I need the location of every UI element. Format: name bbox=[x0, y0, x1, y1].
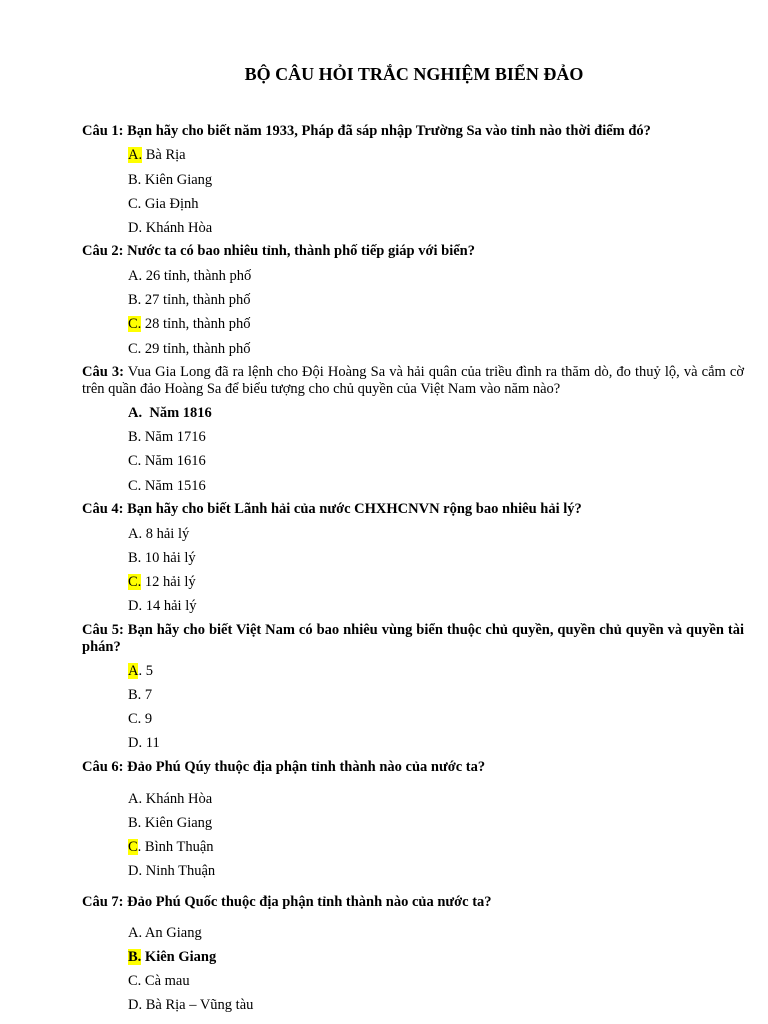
option-1a bbox=[128, 146, 186, 164]
question-prefix: Câu 4: bbox=[82, 501, 124, 517]
option-letter: A. bbox=[128, 925, 143, 941]
option-letter: D. bbox=[128, 220, 143, 236]
option-2c bbox=[128, 315, 250, 333]
option-letter: A. bbox=[128, 791, 143, 807]
option-4b bbox=[128, 549, 196, 567]
option-6a bbox=[128, 790, 212, 808]
option-3b bbox=[128, 428, 206, 446]
option-letter: B. bbox=[128, 292, 142, 308]
option-text: Năm 1516 bbox=[141, 478, 206, 494]
option-text: Năm 1816 bbox=[142, 405, 212, 421]
question-prefix: Câu 5: bbox=[82, 622, 124, 638]
option-7a bbox=[128, 924, 202, 942]
question-prefix: Câu 1: bbox=[82, 123, 124, 139]
option-3c bbox=[128, 452, 206, 470]
option-text: 26 tỉnh, thành phố bbox=[142, 268, 252, 284]
option-text: 5 bbox=[142, 663, 153, 679]
option-5c bbox=[128, 710, 152, 728]
question-text: Đảo Phú Quốc thuộc địa phận tỉnh thành nào của nước ta? bbox=[123, 894, 492, 910]
question-text: Bạn hãy cho biết Việt Nam có bao nhiêu vùng biển thuộc chủ quyền, quyền chủ quyền và quyền tài phán? bbox=[82, 622, 744, 655]
option-text: Bà Rịa bbox=[142, 147, 186, 163]
option-text: Kiên Giang bbox=[141, 815, 213, 831]
option-letter: B. bbox=[128, 172, 142, 188]
option-letter: B. bbox=[128, 429, 142, 445]
option-text: 12 hải lý bbox=[141, 574, 196, 590]
option-5b bbox=[128, 686, 152, 704]
option-letter: B. bbox=[128, 949, 142, 965]
option-text: 28 tỉnh, thành phố bbox=[141, 316, 251, 332]
option-7b bbox=[128, 948, 216, 966]
option-2b bbox=[128, 291, 250, 309]
option-letter: D. bbox=[128, 598, 143, 614]
question-2 bbox=[82, 243, 744, 260]
option-text: 11 bbox=[142, 735, 160, 751]
option-text: Năm 1716 bbox=[141, 429, 206, 445]
option-3d bbox=[128, 477, 206, 495]
option-letter: A. bbox=[128, 147, 143, 163]
option-text: 14 hải lý bbox=[142, 598, 197, 614]
option-7c bbox=[128, 972, 190, 990]
option-letter: D. bbox=[128, 863, 143, 879]
option-text: An Giang bbox=[142, 925, 202, 941]
option-letter: C. bbox=[128, 478, 142, 494]
option-letter: C. bbox=[128, 341, 142, 357]
option-letter: C. bbox=[128, 316, 142, 332]
question-4 bbox=[82, 501, 744, 518]
option-1c bbox=[128, 195, 198, 213]
option-7d bbox=[128, 996, 253, 1014]
option-4d bbox=[128, 597, 196, 615]
option-text: Năm 1616 bbox=[141, 453, 206, 469]
option-2a bbox=[128, 267, 251, 285]
option-letter: A bbox=[128, 663, 139, 679]
question-text: Bạn hãy cho biết Lãnh hải của nước CHXHCNVN rộng bao nhiêu hải lý? bbox=[123, 501, 582, 517]
option-5d bbox=[128, 734, 160, 752]
option-text: Kiên Giang bbox=[141, 172, 213, 188]
option-letter-dot: . bbox=[138, 663, 143, 679]
option-letter: C. bbox=[128, 196, 142, 212]
option-letter: D. bbox=[128, 997, 143, 1013]
option-text: 8 hải lý bbox=[142, 526, 190, 542]
option-letter: A. bbox=[128, 405, 143, 421]
question-7 bbox=[82, 894, 744, 911]
option-letter: A. bbox=[128, 526, 143, 542]
option-text: 9 bbox=[141, 711, 153, 727]
option-letter: C. bbox=[128, 711, 142, 727]
option-text: Gia Định bbox=[141, 196, 199, 212]
page-title: BỘ CÂU HỎI TRẮC NGHIỆM BIỂN ĐẢO bbox=[244, 64, 584, 84]
option-letter-dot: . bbox=[137, 839, 142, 855]
option-text: 7 bbox=[141, 687, 153, 703]
option-text: 29 tỉnh, thành phố bbox=[141, 341, 251, 357]
question-prefix: Câu 6: bbox=[82, 759, 124, 775]
option-letter: C. bbox=[128, 453, 142, 469]
question-prefix: Câu 3: bbox=[82, 364, 124, 380]
question-5 bbox=[82, 622, 744, 656]
option-letter: C bbox=[128, 839, 138, 855]
option-letter: C. bbox=[128, 574, 142, 590]
question-prefix: Câu 7: bbox=[82, 894, 124, 910]
option-text: Cà mau bbox=[141, 973, 190, 989]
option-letter: A. bbox=[128, 268, 143, 284]
option-text: Bà Rịa – Vũng tàu bbox=[142, 997, 254, 1013]
option-1d bbox=[128, 219, 212, 237]
option-text: Khánh Hòa bbox=[142, 220, 213, 236]
question-text: Nước ta có bao nhiêu tỉnh, thành phố tiếp giáp với biển? bbox=[123, 243, 475, 259]
question-text: Đảo Phú Qúy thuộc địa phận tỉnh thành nào của nước ta? bbox=[123, 759, 486, 775]
option-6b bbox=[128, 814, 212, 832]
question-6 bbox=[82, 759, 744, 776]
option-letter: B. bbox=[128, 550, 142, 566]
option-text: Bình Thuận bbox=[141, 839, 214, 855]
option-6d bbox=[128, 862, 215, 880]
option-letter: D. bbox=[128, 735, 143, 751]
option-4c bbox=[128, 573, 196, 591]
option-5a bbox=[128, 662, 153, 680]
question-text: Bạn hãy cho biết năm 1933, Pháp đã sáp nhập Trường Sa vào tỉnh nào thời điểm đó? bbox=[123, 123, 651, 139]
question-prefix: Câu 2: bbox=[82, 243, 124, 259]
question-text: Vua Gia Long đã ra lệnh cho Đội Hoàng Sa và hải quân của triều đình ra thăm dò, đo thuỷ lộ, và cắm cờ trên quần đảo Hoàng Sa để biểu tượng cho chủ quyền của Việt Nam vào năm nào? bbox=[82, 364, 744, 397]
option-text: 10 hải lý bbox=[141, 550, 196, 566]
question-3 bbox=[82, 364, 744, 398]
option-2d bbox=[128, 340, 250, 358]
option-letter: B. bbox=[128, 815, 142, 831]
option-letter: C. bbox=[128, 973, 142, 989]
option-letter: B. bbox=[128, 687, 142, 703]
option-6c bbox=[128, 838, 214, 856]
option-text: Ninh Thuận bbox=[142, 863, 216, 879]
question-1 bbox=[82, 123, 744, 140]
option-3a bbox=[128, 404, 212, 422]
option-1b bbox=[128, 171, 212, 189]
option-text: Kiên Giang bbox=[141, 949, 217, 965]
option-text: 27 tỉnh, thành phố bbox=[141, 292, 251, 308]
option-4a bbox=[128, 525, 189, 543]
option-text: Khánh Hòa bbox=[142, 791, 213, 807]
